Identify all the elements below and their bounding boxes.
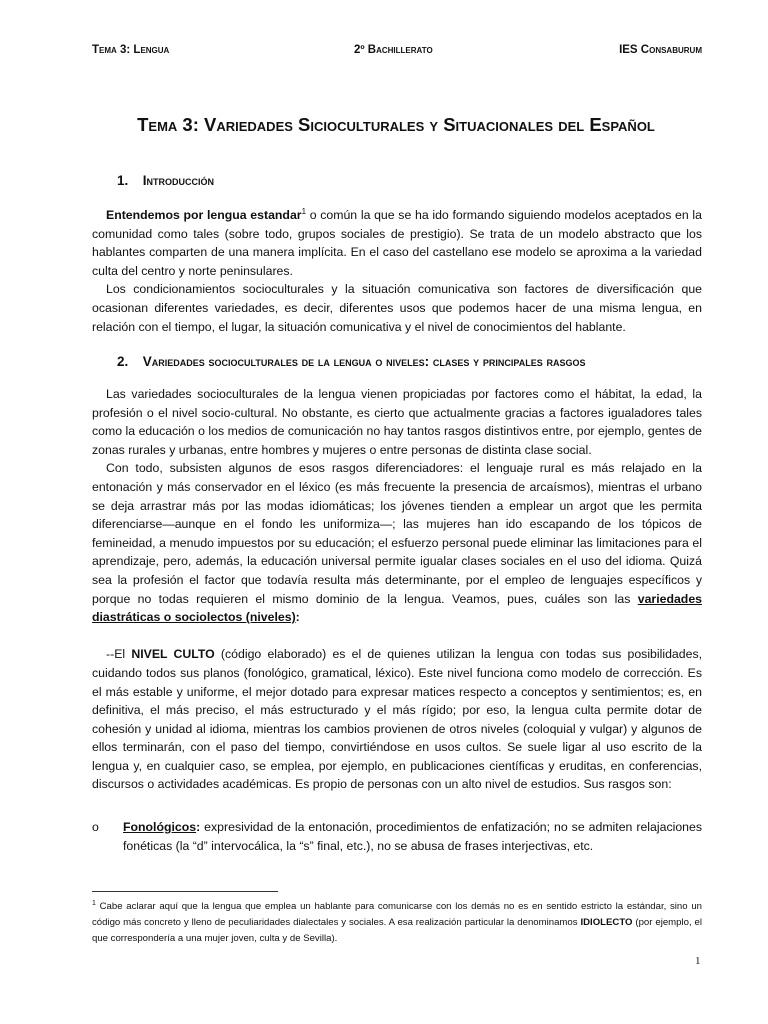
sociolectos-colon: : bbox=[295, 610, 300, 625]
intro-p1-start: Entendemos por lengua estandar bbox=[106, 208, 302, 223]
intro-body bbox=[92, 203, 702, 336]
page-number: 1 bbox=[695, 955, 701, 967]
document-title: Tema 3: Variedades Sicioculturales y Situacionales del Español bbox=[137, 114, 655, 135]
footnote-number: 1 bbox=[92, 900, 96, 907]
bullet-fonologicos bbox=[92, 818, 702, 855]
nivel-culto-lead: --El bbox=[106, 647, 132, 662]
intro-p1-rest: o común la que se ha ido formando siguiendo modelos aceptados en la comunidad como tales (sobre todo, grupos sociales de prestigio). Se trata de un modelo abstracto que los hablantes comparten de una manera implícita. En el caso del castellano ese modelo se aproxima a la variedad culta del centro y norte peninsulares. bbox=[92, 208, 702, 278]
footnote-bold: IDIOLECTO bbox=[580, 917, 633, 929]
varieties-paragraph-1: Las variedades socioculturales de la lengua vienen propiciadas por factores como el hábitat, la edad, la profesión o el nivel socio-cultural. No obstante, es cierto que actualmente gracias a factores igualadores tales como la educación o los medios de comunicación no hay tantos rasgos distintivos entre, por ejemplo, gentes de zonas rurales y urbanas, entre hombres y mujeres o entre personas de distinta clase social. bbox=[92, 387, 702, 457]
bullet-colon: : bbox=[196, 820, 201, 834]
footnote-text-a: Cabe aclarar aquí que la lengua que emplea un hablante para comunicarse con los demás no es en sentido estricto la estándar, sino un código más concreto y lleno de peculiaridades dialectales y sociales. A esa realización particular la denominamos bbox=[92, 901, 702, 929]
page-header bbox=[92, 44, 702, 60]
bullet-text bbox=[123, 818, 702, 855]
section-title: Variedades socioculturales de la lengua o niveles: clases y principales rasgos bbox=[142, 354, 586, 369]
sociolectos-term: variedades diastráticas o sociolectos (niveles) bbox=[92, 591, 702, 625]
bullet-label: Fonológicos bbox=[123, 820, 197, 834]
bullet-marker: o bbox=[92, 820, 99, 834]
header-right: IES Consaburum bbox=[619, 44, 702, 56]
footnote-divider bbox=[92, 891, 278, 892]
nivel-culto-term: NIVEL CULTO bbox=[131, 647, 215, 662]
header-left: Tema 3: Lengua bbox=[92, 44, 170, 56]
varieties-p2-text: Con todo, subsisten algunos de esos rasgos diferenciadores: el lenguaje rural es más relajado en la entonación y más conservador en el léxico (es más frecuente la presencia de arcaísmos), mientras el urbano se deja arrastrar más por las modas idiomáticas; los jóvenes tienden a emplear un argot que les permita diferenciarse—aunque en el fondo les uniformiza—; las mujeres han ido escapando de los tópicos de femineidad, a menudo impuestos por su educación; el esfuerzo personal puede eliminar las limitaciones para el aprendizaje, pero, además, la educación universal permite igualar clases sociales en el uso del idioma. Quizá sea la profesión el factor que todavía resulta más determinante, por el empleo de lenguajes específicos y porque no todas requieren el mismo dominio de la lengua. Veamos, pues, cuáles son las bbox=[92, 461, 702, 606]
intro-paragraph-2: Los condicionamientos socioculturales y la situación comunicativa son factores de diversificación que ocasionan diferentes variedades, es decir, diferentes usos que podemos hacer de una misma lengua, en relación con el tiempo, el lugar, la situación comunicativa y el nivel de conocimientos del hablante. bbox=[92, 282, 702, 334]
header-center: 2º Bachillerato bbox=[354, 44, 433, 56]
footnote bbox=[92, 896, 702, 947]
footnote-text-b: (por ejemplo, el que correspondería a una mujer joven, culta y de Sevilla). bbox=[92, 917, 702, 945]
nivel-culto-paragraph bbox=[92, 645, 702, 794]
section-heading-variedades bbox=[117, 354, 585, 369]
bullet-body: expresividad de la entonación, procedimientos de enfatización; no se admiten relajaciones fonéticas (la “d” intervocálica, la “s” final, etc.), no se abusa de frases interjectivas, etc. bbox=[123, 820, 702, 853]
varieties-body bbox=[92, 385, 702, 794]
intro-paragraph-1 bbox=[92, 203, 702, 280]
section-heading-introduccion bbox=[117, 173, 214, 188]
section-number: 1. bbox=[117, 173, 129, 188]
nivel-culto-text: (código elaborado) es el de quienes utilizan la lengua con todas sus posibilidades, cuidando todos sus planos (fonológico, gramatical, léxico). Este nivel funciona como modelo de corrección. Es el más estable y uniforme, el mejor dotado para expresar matices respecto a conceptos y sentimientos; es, en definitiva, el más preciso, el más estructurado y el más rígido; por eso, la lengua culta permite dotar de cohesión y unidad al idioma, mientras los cambios provienen de otros niveles (coloquial y vulgar) y algunos de ellos terminarán, con el paso del tiempo, convirtiéndose en usos cultos. Se suele ligar al uso escrito de la lengua y, en cualquier caso, se emplea, por ejemplo, en publicaciones científicas y eruditas, en conferencias, discursos o actividades académicas. Es propio de personas con un alto nivel de estudios. Sus rasgos son: bbox=[92, 647, 703, 792]
varieties-paragraph-2 bbox=[92, 459, 702, 626]
section-title: Introducción bbox=[142, 173, 215, 188]
section-number: 2. bbox=[117, 354, 129, 369]
footnote-ref[interactable]: 1 bbox=[301, 207, 307, 216]
